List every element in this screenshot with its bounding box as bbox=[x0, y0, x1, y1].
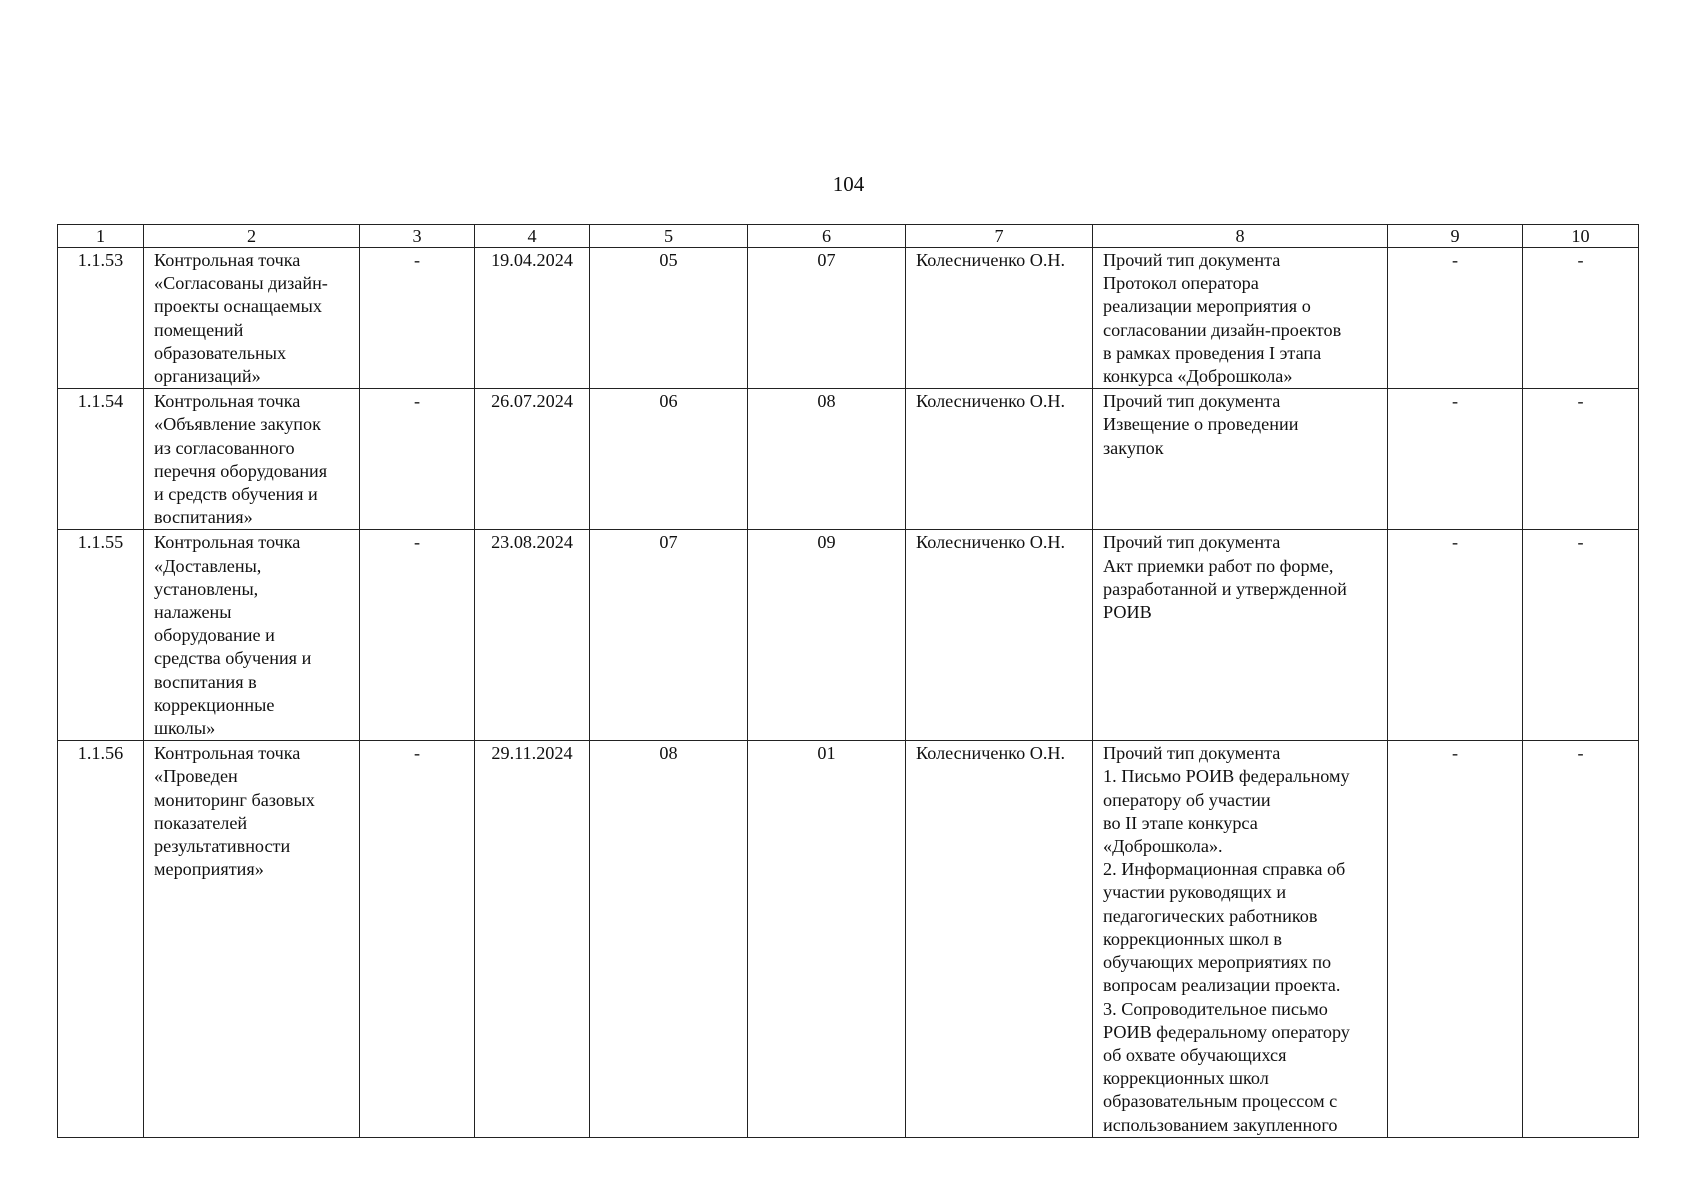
column-header-2: 2 bbox=[144, 225, 360, 248]
cell-col5: 08 bbox=[590, 741, 748, 1137]
column-header-3: 3 bbox=[360, 225, 475, 248]
cell-col3: - bbox=[360, 248, 475, 389]
cell-col6: 01 bbox=[748, 741, 906, 1137]
column-header-5: 5 bbox=[590, 225, 748, 248]
cell-responsible: Колесниченко О.Н. bbox=[906, 389, 1093, 530]
cell-col10: - bbox=[1523, 389, 1639, 530]
cell-col5: 05 bbox=[590, 248, 748, 389]
cell-responsible: Колесниченко О.Н. bbox=[906, 741, 1093, 1137]
cell-number: 1.1.55 bbox=[58, 530, 144, 741]
table-row bbox=[58, 248, 1639, 389]
table-header-row bbox=[58, 225, 1639, 248]
cell-col6: 07 bbox=[748, 248, 906, 389]
cell-col6: 08 bbox=[748, 389, 906, 530]
cell-col9: - bbox=[1388, 248, 1523, 389]
column-header-8: 8 bbox=[1093, 225, 1388, 248]
cell-number: 1.1.53 bbox=[58, 248, 144, 389]
cell-col10: - bbox=[1523, 530, 1639, 741]
cell-number: 1.1.56 bbox=[58, 741, 144, 1137]
document-table bbox=[57, 224, 1639, 1138]
cell-document: Прочий тип документа Извещение о проведении закупок bbox=[1093, 389, 1388, 530]
cell-name: Контрольная точка «Проведен мониторинг базовых показателей результативности мероприятия» bbox=[144, 741, 360, 1137]
cell-name: Контрольная точка «Согласованы дизайн- проекты оснащаемых помещений образовательных организаций» bbox=[144, 248, 360, 389]
cell-document: Прочий тип документа Протокол оператора реализации мероприятия о согласовании дизайн-проектов в рамках проведения I этапа конкурса «Доброшкола» bbox=[1093, 248, 1388, 389]
cell-document: Прочий тип документа Акт приемки работ по форме, разработанной и утвержденной РОИВ bbox=[1093, 530, 1388, 741]
column-header-6: 6 bbox=[748, 225, 906, 248]
cell-col10: - bbox=[1523, 248, 1639, 389]
column-header-1: 1 bbox=[58, 225, 144, 248]
cell-number: 1.1.54 bbox=[58, 389, 144, 530]
cell-date: 26.07.2024 bbox=[475, 389, 590, 530]
column-header-7: 7 bbox=[906, 225, 1093, 248]
cell-col5: 07 bbox=[590, 530, 748, 741]
table-row bbox=[58, 389, 1639, 530]
cell-name: Контрольная точка «Доставлены, установлены, налажены оборудование и средства обучения и воспитания в коррекционные школы» bbox=[144, 530, 360, 741]
table-row bbox=[58, 741, 1639, 1137]
cell-col10: - bbox=[1523, 741, 1639, 1137]
column-header-9: 9 bbox=[1388, 225, 1523, 248]
cell-col3: - bbox=[360, 389, 475, 530]
cell-col5: 06 bbox=[590, 389, 748, 530]
cell-date: 23.08.2024 bbox=[475, 530, 590, 741]
table-row bbox=[58, 530, 1639, 741]
cell-col9: - bbox=[1388, 741, 1523, 1137]
cell-responsible: Колесниченко О.Н. bbox=[906, 248, 1093, 389]
cell-date: 19.04.2024 bbox=[475, 248, 590, 389]
cell-col3: - bbox=[360, 741, 475, 1137]
cell-document: Прочий тип документа 1. Письмо РОИВ федеральному оператору об участии во II этапе конкурса «Доброшкола». 2. Информационная справка об участии руководящих и педагогических работников коррекционных школ в обучающих мероприятиях по вопросам реализации проекта. 3. Сопроводительное письмо РОИВ федеральному оператору об охвате обучающихся коррекционных школ образовательным процессом с использованием закупленного bbox=[1093, 741, 1388, 1137]
cell-responsible: Колесниченко О.Н. bbox=[906, 530, 1093, 741]
cell-date: 29.11.2024 bbox=[475, 741, 590, 1137]
cell-col9: - bbox=[1388, 530, 1523, 741]
cell-col9: - bbox=[1388, 389, 1523, 530]
page-number: 104 bbox=[832, 172, 865, 196]
cell-col3: - bbox=[360, 530, 475, 741]
column-header-4: 4 bbox=[475, 225, 590, 248]
column-header-10: 10 bbox=[1523, 225, 1639, 248]
cell-name: Контрольная точка «Объявление закупок из согласованного перечня оборудования и средств обучения и воспитания» bbox=[144, 389, 360, 530]
cell-col6: 09 bbox=[748, 530, 906, 741]
